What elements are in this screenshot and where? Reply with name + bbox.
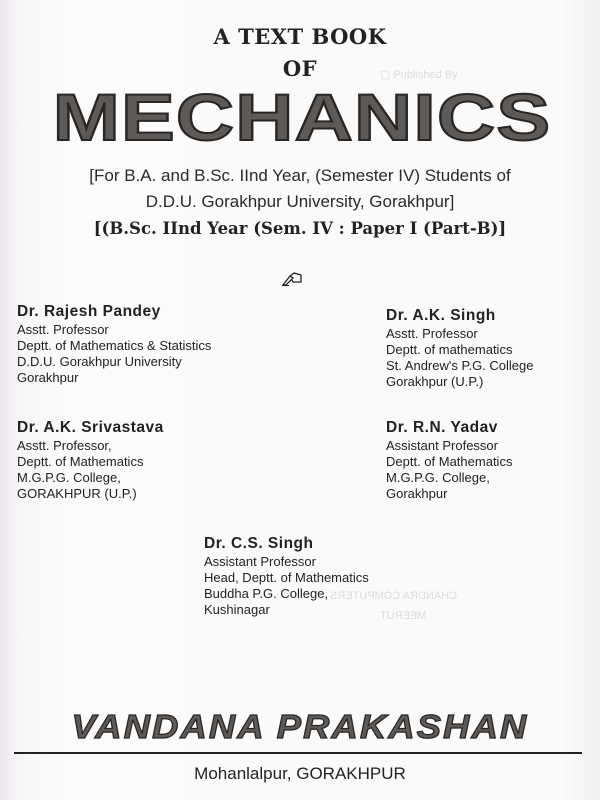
author-title: Asstt. Professor, [17,438,112,453]
divider-rule [14,752,582,754]
author-title: Assistant Professor [204,554,316,569]
author-name: Dr. C.S. Singh [204,535,314,552]
author-location: GORAKHPUR (U.P.) [17,486,137,501]
pre-title-line2: OF [282,56,318,81]
author-location: Gorakhpur [17,370,79,385]
paper-line: [(B.Sc. IInd Year (Sem. IV : Paper I (Part-B)] [93,219,507,238]
author-block [17,304,211,386]
author-title: Asstt. Professor [17,322,109,337]
publisher-name: VANDANA PRAKASHAN [71,708,529,745]
show-through-text: ▢ Published By [380,69,458,81]
show-through-text: CHANDRA COMPUTERS [330,590,458,602]
author-institution: M.G.P.G. College, [386,470,490,485]
author-department: Deptt. of Mathematics & Statistics [17,338,212,353]
author-institution: D.D.U. Gorakhpur University [17,354,182,369]
author-title: Asstt. Professor [386,326,478,341]
author-institution: Buddha P.G. College, [204,586,329,601]
author-department: Deptt. of mathematics [386,342,513,357]
subtitle-line1: [For B.A. and B.Sc. IInd Year, (Semester IV) Students of [89,166,511,185]
author-institution: M.G.P.G. College, [17,470,121,485]
author-name: Dr. Rajesh Pandey [17,303,161,320]
author-location: Gorakhpur (U.P.) [386,374,484,389]
writing-hand-icon [281,270,303,286]
author-title: Assistant Professor [386,438,498,453]
author-department: Deptt. of Mathematics [17,454,144,469]
author-block [386,308,534,390]
author-name: Dr. A.K. Singh [386,307,496,324]
pre-title-line1: A TEXT BOOK [213,24,387,49]
author-location: Kushinagar [204,602,270,617]
author-institution: St. Andrew's P.G. College [386,358,534,373]
author-name: Dr. R.N. Yadav [386,419,498,436]
author-block [17,420,164,502]
author-block [204,536,369,618]
author-department: Deptt. of Mathematics [386,454,513,469]
subtitle-line2: D.D.U. Gorakhpur University, Gorakhpur] [145,192,455,211]
author-block [386,420,512,502]
publisher-address: Mohanlalpur, GORAKHPUR [194,764,406,783]
author-department: Head, Deptt. of Mathematics [204,570,369,585]
show-through-text: MEERUT [380,610,427,622]
book-title: MECHANICS [52,80,552,154]
author-location: Gorakhpur [386,486,448,501]
author-name: Dr. A.K. Srivastava [17,419,164,436]
